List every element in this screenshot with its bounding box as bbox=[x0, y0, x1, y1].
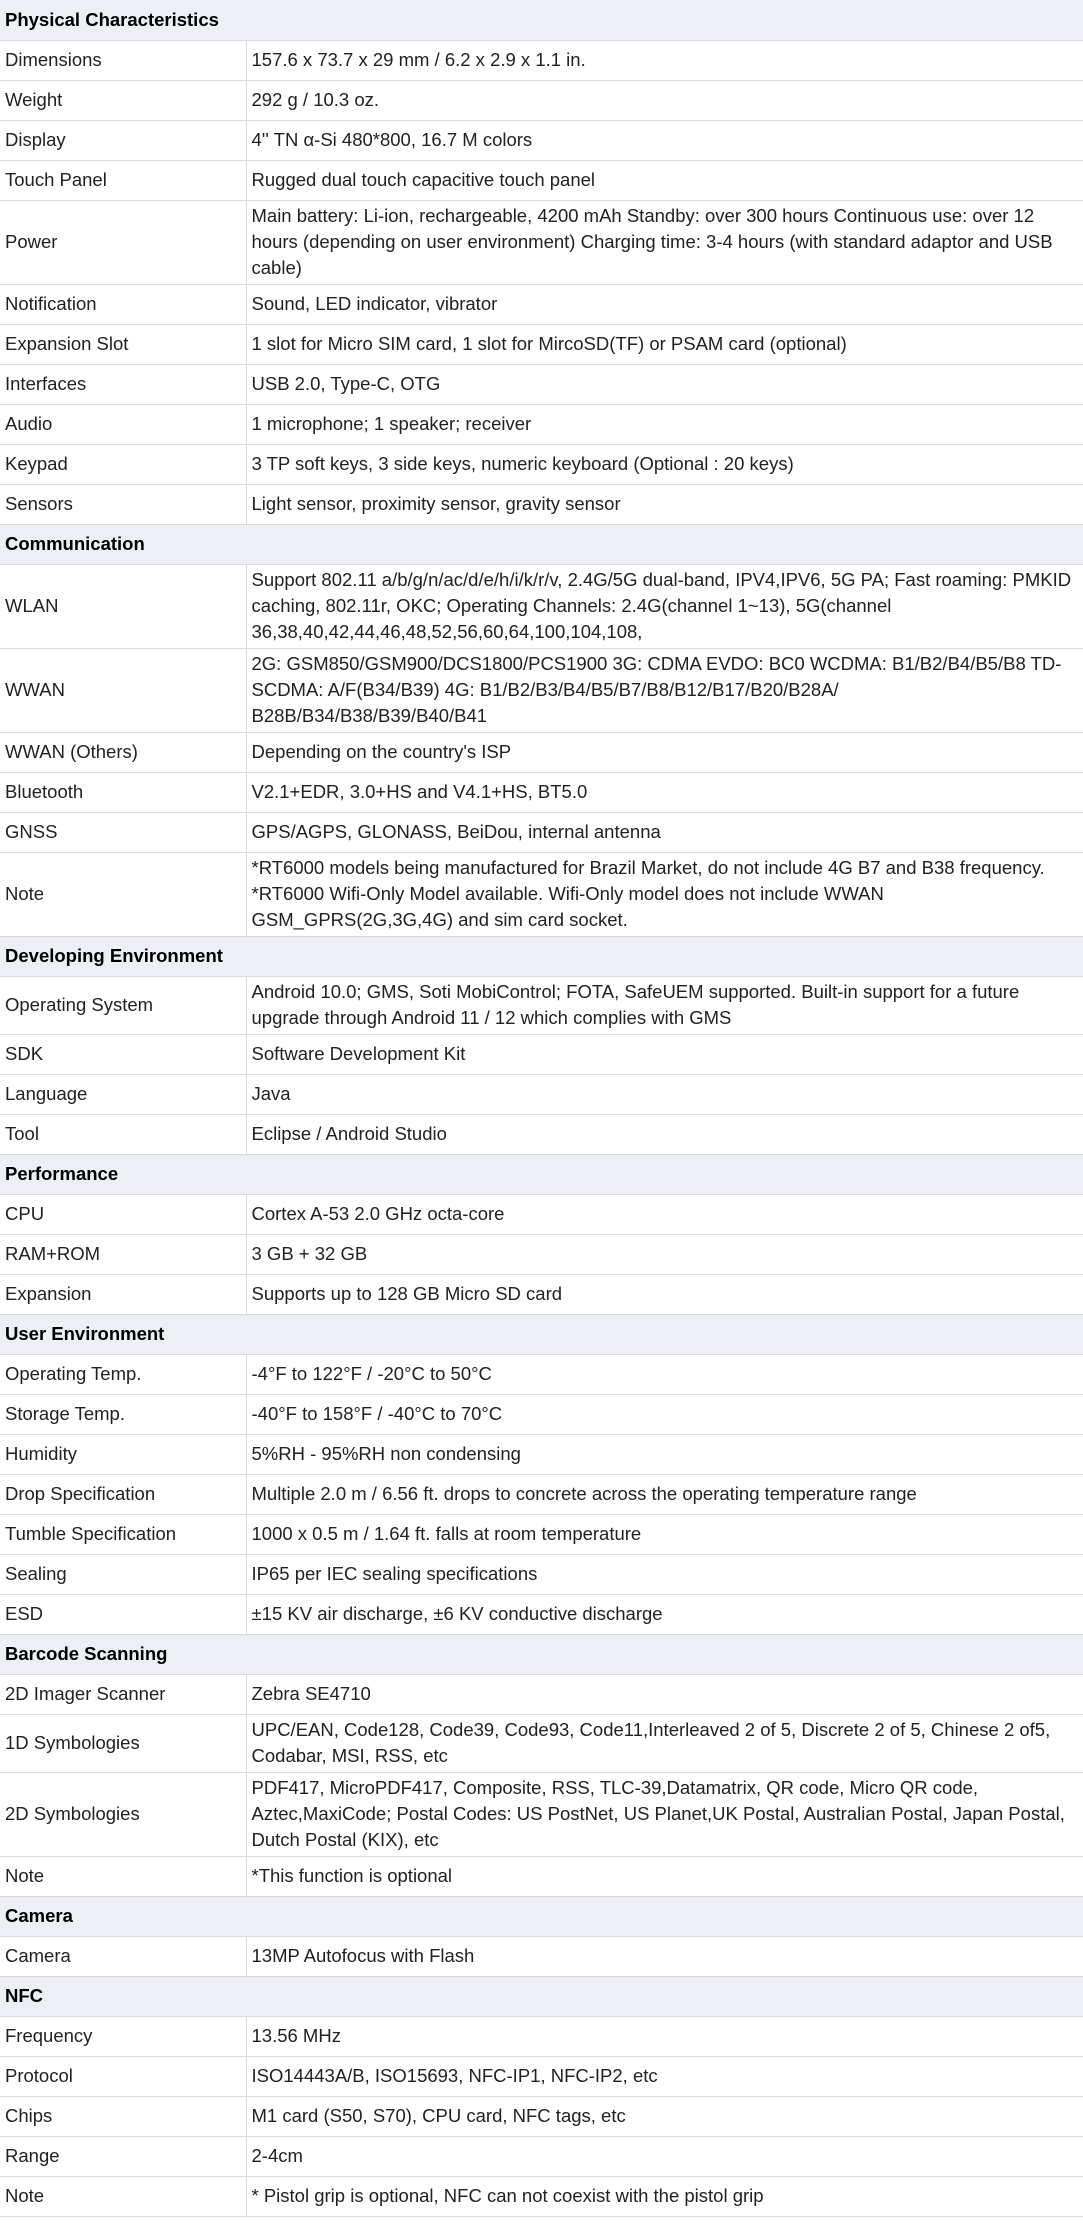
table-row bbox=[0, 1194, 1083, 1234]
table-row bbox=[0, 1354, 1083, 1394]
spec-label: Protocol bbox=[0, 2056, 246, 2096]
spec-label: Note bbox=[0, 2176, 246, 2216]
spec-label: Tumble Specification bbox=[0, 1514, 246, 1554]
table-row bbox=[0, 648, 1083, 732]
spec-label: Expansion Slot bbox=[0, 324, 246, 364]
spec-label: CPU bbox=[0, 1194, 246, 1234]
spec-value: PDF417, MicroPDF417, Composite, RSS, TLC-39,Datamatrix, QR code, Micro QR code, Aztec,MaxiCode; Postal Codes: US PostNet, US Planet,UK Postal, Australian Postal, Japan Postal, Dutch Postal (KIX), etc bbox=[246, 1772, 1083, 1856]
spec-value: Multiple 2.0 m / 6.56 ft. drops to concrete across the operating temperature range bbox=[246, 1474, 1083, 1514]
spec-value: USB 2.0, Type-C, OTG bbox=[246, 364, 1083, 404]
table-row bbox=[0, 284, 1083, 324]
spec-value: -4°F to 122°F / -20°C to 50°C bbox=[246, 1354, 1083, 1394]
section-title: Developing Environment bbox=[0, 936, 1083, 976]
spec-value: V2.1+EDR, 3.0+HS and V4.1+HS, BT5.0 bbox=[246, 772, 1083, 812]
section-title: Performance bbox=[0, 1154, 1083, 1194]
spec-label: RAM+ROM bbox=[0, 1234, 246, 1274]
spec-label: Operating Temp. bbox=[0, 1354, 246, 1394]
spec-label: Note bbox=[0, 1856, 246, 1896]
spec-label: WWAN bbox=[0, 648, 246, 732]
spec-label: Dimensions bbox=[0, 40, 246, 80]
table-row bbox=[0, 772, 1083, 812]
table-row bbox=[0, 80, 1083, 120]
spec-value: 1 microphone; 1 speaker; receiver bbox=[246, 404, 1083, 444]
spec-value: ±15 KV air discharge, ±6 KV conductive discharge bbox=[246, 1594, 1083, 1634]
section-header-performance bbox=[0, 1154, 1083, 1194]
spec-label: Sealing bbox=[0, 1554, 246, 1594]
spec-value: 1 slot for Micro SIM card, 1 slot for MircoSD(TF) or PSAM card (optional) bbox=[246, 324, 1083, 364]
table-row bbox=[0, 1674, 1083, 1714]
table-row bbox=[0, 564, 1083, 648]
spec-label: Bluetooth bbox=[0, 772, 246, 812]
spec-value: 1000 x 0.5 m / 1.64 ft. falls at room temperature bbox=[246, 1514, 1083, 1554]
spec-value: Depending on the country's ISP bbox=[246, 732, 1083, 772]
section-title: Barcode Scanning bbox=[0, 1634, 1083, 1674]
spec-label: Keypad bbox=[0, 444, 246, 484]
table-row bbox=[0, 40, 1083, 80]
spec-value: 2G: GSM850/GSM900/DCS1800/PCS1900 3G: CDMA EVDO: BC0 WCDMA: B1/B2/B4/B5/B8 TD-SCDMA: A/F(B34/B39) 4G: B1/B2/B3/B4/B5/B7/B8/B12/B17/B20/B28A/ B28B/B34/B38/B39/B40/B41 bbox=[246, 648, 1083, 732]
spec-label: Frequency bbox=[0, 2016, 246, 2056]
spec-value: *RT6000 models being manufactured for Brazil Market, do not include 4G B7 and B38 frequency. *RT6000 Wifi-Only Model available. Wifi-Only model does not include WWAN GSM_GPRS(2G,3G,4G) and sim card socket. bbox=[246, 852, 1083, 936]
section-title: Physical Characteristics bbox=[0, 0, 1083, 40]
spec-value: Java bbox=[246, 1074, 1083, 1114]
spec-label: 2D Symbologies bbox=[0, 1772, 246, 1856]
table-row bbox=[0, 120, 1083, 160]
spec-label: Range bbox=[0, 2136, 246, 2176]
spec-label: Storage Temp. bbox=[0, 1394, 246, 1434]
table-row bbox=[0, 732, 1083, 772]
table-row bbox=[0, 1514, 1083, 1554]
spec-label: 2D Imager Scanner bbox=[0, 1674, 246, 1714]
spec-value: 5%RH - 95%RH non condensing bbox=[246, 1434, 1083, 1474]
spec-label: Power bbox=[0, 200, 246, 284]
spec-label: Weight bbox=[0, 80, 246, 120]
spec-value: 157.6 x 73.7 x 29 mm / 6.2 x 2.9 x 1.1 in. bbox=[246, 40, 1083, 80]
spec-label: Sensors bbox=[0, 484, 246, 524]
table-row bbox=[0, 1034, 1083, 1074]
table-row bbox=[0, 364, 1083, 404]
spec-label: Operating System bbox=[0, 976, 246, 1034]
spec-value: 13.56 MHz bbox=[246, 2016, 1083, 2056]
table-row bbox=[0, 1114, 1083, 1154]
spec-label: Language bbox=[0, 1074, 246, 1114]
section-title: Communication bbox=[0, 524, 1083, 564]
spec-value: 4'' TN α-Si 480*800, 16.7 M colors bbox=[246, 120, 1083, 160]
table-row bbox=[0, 812, 1083, 852]
spec-value: 13MP Autofocus with Flash bbox=[246, 1936, 1083, 1976]
spec-value: Support 802.11 a/b/g/n/ac/d/e/h/i/k/r/v, 2.4G/5G dual-band, IPV4,IPV6, 5G PA; Fast roaming: PMKID caching, 802.11r, OKC; Operating Channels: 2.4G(channel 1~13), 5G(channel 36,38,40,42,44,46,48,52,56,60,64,100,104,108, bbox=[246, 564, 1083, 648]
spec-value: UPC/EAN, Code128, Code39, Code93, Code11,Interleaved 2 of 5, Discrete 2 of 5, Chinese 2 of5, Codabar, MSI, RSS, etc bbox=[246, 1714, 1083, 1772]
spec-value: GPS/AGPS, GLONASS, BeiDou, internal antenna bbox=[246, 812, 1083, 852]
spec-label: Expansion bbox=[0, 1274, 246, 1314]
spec-value: 292 g / 10.3 oz. bbox=[246, 80, 1083, 120]
spec-label: Tool bbox=[0, 1114, 246, 1154]
spec-value: 3 TP soft keys, 3 side keys, numeric keyboard (Optional : 20 keys) bbox=[246, 444, 1083, 484]
spec-value: M1 card (S50, S70), CPU card, NFC tags, etc bbox=[246, 2096, 1083, 2136]
table-row bbox=[0, 404, 1083, 444]
section-title: NFC bbox=[0, 1976, 1083, 2016]
spec-label: Camera bbox=[0, 1936, 246, 1976]
table-row bbox=[0, 852, 1083, 936]
table-row bbox=[0, 324, 1083, 364]
spec-label: SDK bbox=[0, 1034, 246, 1074]
table-row bbox=[0, 1714, 1083, 1772]
spec-value: Eclipse / Android Studio bbox=[246, 1114, 1083, 1154]
table-row bbox=[0, 1936, 1083, 1976]
spec-value: 2-4cm bbox=[246, 2136, 1083, 2176]
spec-label: Display bbox=[0, 120, 246, 160]
spec-label: Humidity bbox=[0, 1434, 246, 1474]
spec-value: Sound, LED indicator, vibrator bbox=[246, 284, 1083, 324]
table-row bbox=[0, 484, 1083, 524]
spec-value: Light sensor, proximity sensor, gravity sensor bbox=[246, 484, 1083, 524]
section-title: User Environment bbox=[0, 1314, 1083, 1354]
spec-label: 1D Symbologies bbox=[0, 1714, 246, 1772]
spec-label: Audio bbox=[0, 404, 246, 444]
spec-value: Android 10.0; GMS, Soti MobiControl; FOTA, SafeUEM supported. Built-in support for a future upgrade through Android 11 / 12 which complies with GMS bbox=[246, 976, 1083, 1034]
table-row bbox=[0, 2136, 1083, 2176]
spec-label: Drop Specification bbox=[0, 1474, 246, 1514]
spec-label: Interfaces bbox=[0, 364, 246, 404]
table-row bbox=[0, 1594, 1083, 1634]
section-header-developing-environment bbox=[0, 936, 1083, 976]
table-row bbox=[0, 1772, 1083, 1856]
spec-label: WWAN (Others) bbox=[0, 732, 246, 772]
spec-value: *This function is optional bbox=[246, 1856, 1083, 1896]
table-row bbox=[0, 1394, 1083, 1434]
table-row bbox=[0, 200, 1083, 284]
section-title: Camera bbox=[0, 1896, 1083, 1936]
table-row bbox=[0, 2056, 1083, 2096]
spec-value: Zebra SE4710 bbox=[246, 1674, 1083, 1714]
spec-label: Notification bbox=[0, 284, 246, 324]
spec-value: -40°F to 158°F / -40°C to 70°C bbox=[246, 1394, 1083, 1434]
spec-value: ISO14443A/B, ISO15693, NFC-IP1, NFC-IP2, etc bbox=[246, 2056, 1083, 2096]
table-row bbox=[0, 2096, 1083, 2136]
table-row bbox=[0, 2176, 1083, 2216]
table-row bbox=[0, 976, 1083, 1034]
section-header-physical-characteristics bbox=[0, 0, 1083, 40]
spec-value: * Pistol grip is optional, NFC can not coexist with the pistol grip bbox=[246, 2176, 1083, 2216]
table-row bbox=[0, 1274, 1083, 1314]
table-row bbox=[0, 2016, 1083, 2056]
spec-label: WLAN bbox=[0, 564, 246, 648]
spec-label: Chips bbox=[0, 2096, 246, 2136]
spec-value: IP65 per IEC sealing specifications bbox=[246, 1554, 1083, 1594]
section-header-camera bbox=[0, 1896, 1083, 1936]
section-header-nfc bbox=[0, 1976, 1083, 2016]
spec-label: ESD bbox=[0, 1594, 246, 1634]
section-header-user-environment bbox=[0, 1314, 1083, 1354]
table-row bbox=[0, 1554, 1083, 1594]
section-header-barcode-scanning bbox=[0, 1634, 1083, 1674]
table-row bbox=[0, 444, 1083, 484]
spec-label: GNSS bbox=[0, 812, 246, 852]
spec-value: Rugged dual touch capacitive touch panel bbox=[246, 160, 1083, 200]
spec-value: Cortex A-53 2.0 GHz octa-core bbox=[246, 1194, 1083, 1234]
table-row bbox=[0, 160, 1083, 200]
section-header-communication bbox=[0, 524, 1083, 564]
spec-value: Supports up to 128 GB Micro SD card bbox=[246, 1274, 1083, 1314]
spec-value: 3 GB + 32 GB bbox=[246, 1234, 1083, 1274]
table-row bbox=[0, 1074, 1083, 1114]
spec-label: Touch Panel bbox=[0, 160, 246, 200]
table-row bbox=[0, 1856, 1083, 1896]
spec-value: Main battery: Li-ion, rechargeable, 4200 mAh Standby: over 300 hours Continuous use: over 12 hours (depending on user environment) Charging time: 3-4 hours (with standard adaptor and USB cable) bbox=[246, 200, 1083, 284]
table-row bbox=[0, 1234, 1083, 1274]
table-row bbox=[0, 1434, 1083, 1474]
spec-value: Software Development Kit bbox=[246, 1034, 1083, 1074]
table-row bbox=[0, 1474, 1083, 1514]
spec-label: Note bbox=[0, 852, 246, 936]
